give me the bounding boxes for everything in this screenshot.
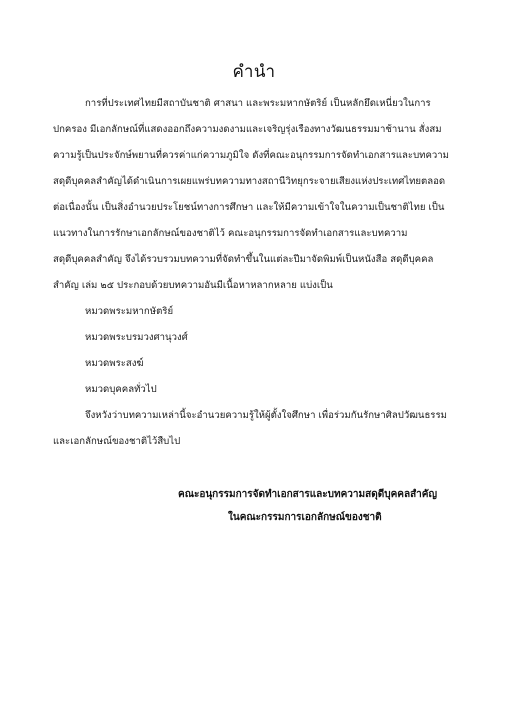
body-line: และเอกลักษณ์ของชาติไว้สืบไป: [53, 436, 181, 447]
body-line: การที่ประเทศไทยมีสถาบันชาติ ศาสนา และพระมหากษัตริย์ เป็นหลักยึดเหนี่ยวในการ: [85, 98, 431, 109]
body-line: จึงหวังว่าบทความเหล่านี้จะอำนวยความรู้ให้ผู้ตั้งใจศึกษา เพื่อร่วมกันรักษาศิลปวัฒนธรรม: [85, 410, 447, 421]
body-line: ความรู้เป็นประจักษ์พยานที่ควรค่าแก่ความภูมิใจ ดังที่คณะอนุกรรมการจัดทำเอกสารและบทความ: [53, 150, 450, 161]
body-line: สดุดีบุคคลสำคัญได้ดำเนินการเผยแพร่บทความทางสถานีวิทยุกระจายเสียงแห่งประเทศไทยตลอด: [53, 176, 446, 187]
body-line: สดุดีบุคคลสำคัญ จึงได้รวบรวมบทความที่จัดทำขึ้นในแต่ละปีมาจัดพิมพ์เป็นหนังสือ สดุดีบุคคล: [53, 254, 434, 265]
page-title: คำนำ: [232, 62, 276, 82]
list-item: หมวดพระมหากษัตริย์: [85, 306, 174, 317]
body-line: สำคัญ เล่ม ๒๕ ประกอบด้วยบทความอันมีเนื้อหาหลากหลาย แบ่งเป็น: [53, 280, 333, 291]
list-item: หมวดพระสงฆ์: [85, 358, 144, 369]
signature-line-1: คณะอนุกรรมการจัดทำเอกสารและบทความสดุดีบุคคลสำคัญ: [178, 489, 438, 500]
body-line: ปกครอง มีเอกลักษณ์ที่แสดงออกถึงความงดงามและเจริญรุ่งเรืองทางวัฒนธรรมมาช้านาน สั่งสม: [53, 124, 442, 135]
list-item: หมวดบุคคลทั่วไป: [85, 384, 157, 395]
body-line: แนวทางในการรักษาเอกลักษณ์ของชาติไว้ คณะอนุกรรมการจัดทำเอกสารและบทความ: [53, 228, 408, 239]
signature-line-2: ในคณะกรรมการเอกลักษณ์ของชาติ: [228, 512, 382, 523]
list-item: หมวดพระบรมวงศานุวงศ์: [85, 332, 188, 343]
body-line: ต่อเนื่องนั้น เป็นสิ่งอำนวยประโยชน์ทางการศึกษา และให้มีความเข้าใจในความเป็นชาติไทย เป็น: [53, 202, 445, 213]
